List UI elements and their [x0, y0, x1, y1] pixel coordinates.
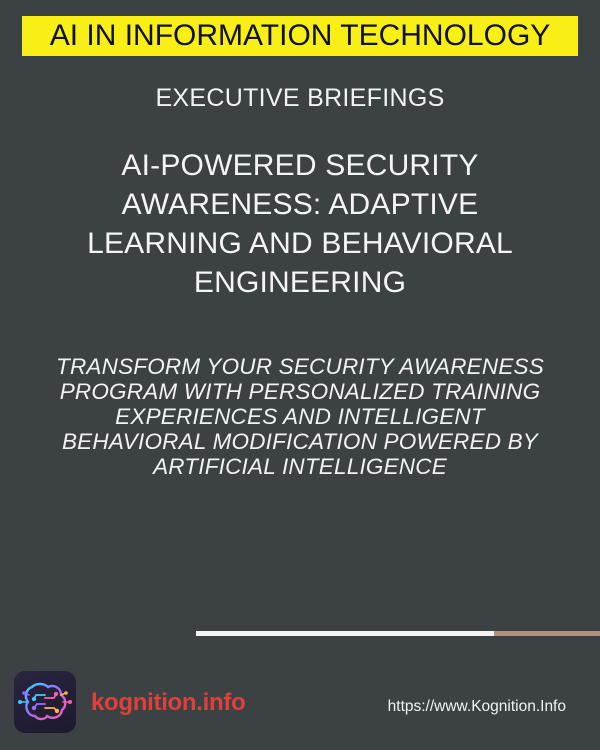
- circuit-brain-icon: [14, 671, 76, 733]
- series-banner: AI IN INFORMATION TECHNOLOGY: [22, 16, 578, 56]
- divider-tan: [494, 631, 600, 636]
- title-line: LEARNING AND BEHAVIORAL: [87, 227, 513, 260]
- section-kicker: EXECUTIVE BRIEFINGS: [155, 84, 445, 112]
- subtitle-line: ARTIFICIAL INTELLIGENCE: [153, 454, 447, 479]
- title-line: AWARENESS: ADAPTIVE: [121, 188, 479, 221]
- subtitle-line: PROGRAM WITH PERSONALIZED TRAINING: [59, 379, 541, 404]
- brand-name: kognition.info: [91, 689, 246, 716]
- subtitle: [18, 354, 582, 479]
- subtitle-line: TRANSFORM YOUR SECURITY AWARENESS: [56, 354, 544, 379]
- title-line: ENGINEERING: [193, 266, 407, 299]
- page-title: [40, 146, 560, 302]
- subtitle-line: BEHAVIORAL MODIFICATION POWERED BY: [61, 429, 539, 454]
- divider-white: [196, 631, 494, 636]
- website-link[interactable]: https://www.Kognition.Info: [387, 698, 566, 715]
- title-line: AI-POWERED SECURITY: [121, 149, 479, 182]
- subtitle-line: EXPERIENCES AND INTELLIGENT: [115, 404, 485, 429]
